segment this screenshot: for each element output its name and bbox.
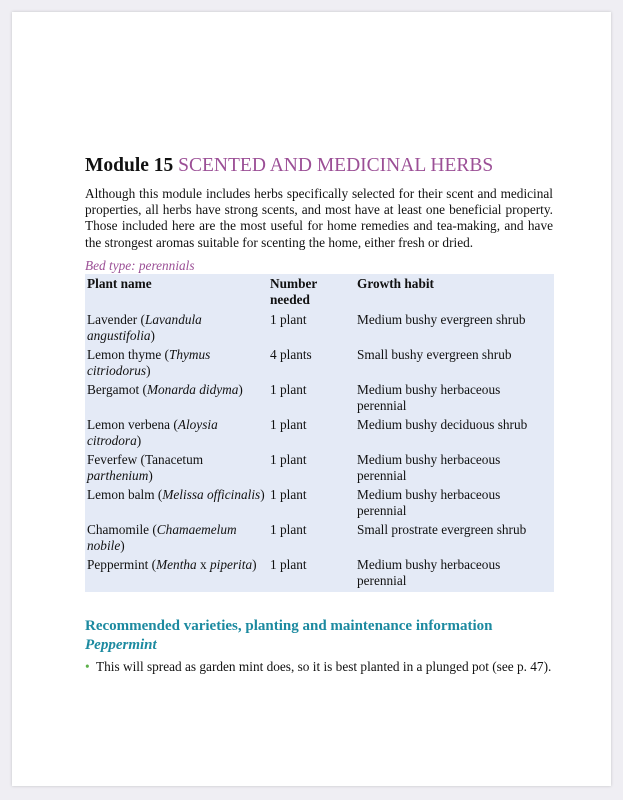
cell-plant-name: [85, 452, 268, 487]
module-title: [85, 154, 553, 178]
bullet-dot-icon: •: [85, 658, 90, 674]
header-plant-name: Plant name: [87, 275, 152, 291]
bed-type-label: Bed type: perennials: [85, 257, 195, 273]
cell-growth-habit: Medium bushy evergreen shrub: [357, 311, 526, 327]
bullet-item: [85, 659, 553, 675]
table-row: [85, 347, 554, 382]
common-name-part: Chamomile (: [87, 521, 157, 537]
latin-name: Aloysia citrodora: [87, 416, 218, 448]
table-row: [85, 312, 554, 347]
common-name-part: ): [120, 537, 125, 553]
latin-name: Monarda didyma: [146, 381, 239, 397]
latin-name: piperita: [209, 556, 253, 572]
cell-growth-habit: Medium bushy herbaceous perennial: [357, 381, 501, 413]
common-name-part: Lemon balm (: [87, 486, 163, 502]
section-heading: Recommended varieties, planting and maintenance information: [85, 617, 493, 634]
page-content: [85, 154, 553, 675]
cell-number-needed: 1 plant: [270, 416, 307, 432]
cell-plant-name: [85, 557, 268, 592]
table-header-row: [85, 274, 554, 312]
cell-number-needed: 1 plant: [270, 311, 307, 327]
plants-table: [85, 274, 554, 592]
cell-number-needed: 4 plants: [270, 346, 312, 362]
subsection-heading: Peppermint: [85, 636, 157, 653]
common-name-part: Lavender (: [87, 311, 145, 327]
cell-growth-habit: Medium bushy herbaceous perennial: [357, 486, 501, 518]
common-name-part: Lemon verbena (: [87, 416, 178, 432]
common-name-part: Lemon thyme (: [87, 346, 169, 362]
common-name-part: x: [196, 556, 210, 572]
table-row: [85, 452, 554, 487]
table-row: [85, 487, 554, 522]
latin-name: Lavandula angustifolia: [87, 311, 202, 343]
cell-plant-name: [85, 487, 268, 522]
cell-number-needed: 1 plant: [270, 486, 307, 502]
cell-growth-habit: Medium bushy deciduous shrub: [357, 416, 528, 432]
intro-paragraph: Although this module includes herbs specifically selected for their scent and medicinal properties, all herbs have strong scents, and most have at least one beneficial property. Those included here are the most useful for home remedies and tea-making, and have the strongest aromas suitable for scenting the home, either fresh or dried.: [85, 186, 553, 250]
cell-number-needed: 1 plant: [270, 521, 307, 537]
common-name-part: ): [146, 362, 151, 378]
common-name-part: ): [148, 467, 153, 483]
common-name-part: ): [260, 486, 265, 502]
cell-plant-name: [85, 312, 268, 347]
cell-plant-name: [85, 347, 268, 382]
header-number-needed: Number needed: [270, 275, 318, 307]
cell-number-needed: 1 plant: [270, 556, 307, 572]
bullet-text: This will spread as garden mint does, so it is best planted in a plunged pot (see p. 47).: [96, 658, 552, 674]
latin-name: Mentha: [156, 556, 197, 572]
header-growth-habit: Growth habit: [357, 275, 434, 291]
module-number: Module 15: [85, 155, 174, 176]
common-name-part: Bergamot (: [87, 381, 147, 397]
common-name-part: ): [136, 432, 142, 448]
cell-growth-habit: Medium bushy herbaceous perennial: [357, 451, 501, 483]
latin-name: Thymus citriodorus: [87, 346, 211, 378]
document-page: [12, 12, 611, 786]
cell-growth-habit: Medium bushy herbaceous perennial: [357, 556, 501, 588]
common-name-part: ): [150, 327, 155, 343]
common-name-part: ): [252, 556, 257, 572]
cell-plant-name: [85, 522, 268, 557]
cell-number-needed: 1 plant: [270, 381, 307, 397]
cell-plant-name: [85, 417, 268, 452]
cell-growth-habit: Small bushy evergreen shrub: [357, 346, 512, 362]
latin-name: parthenium: [87, 467, 149, 483]
cell-growth-habit: Small prostrate evergreen shrub: [357, 521, 527, 537]
cell-number-needed: 1 plant: [270, 451, 307, 467]
table-row: [85, 522, 554, 557]
table-row: [85, 417, 554, 452]
latin-name: Chamaemelum nobile: [87, 521, 237, 553]
table-row: [85, 382, 554, 417]
cell-plant-name: [85, 382, 268, 417]
latin-name: Melissa officinalis: [162, 486, 261, 502]
common-name-part: ): [238, 381, 243, 397]
common-name-part: Peppermint (: [87, 556, 157, 572]
module-title-text: SCENTED AND MEDICINAL HERBS: [178, 155, 494, 176]
common-name-part: Feverfew (Tanacetum: [87, 451, 204, 467]
table-row: [85, 557, 554, 592]
